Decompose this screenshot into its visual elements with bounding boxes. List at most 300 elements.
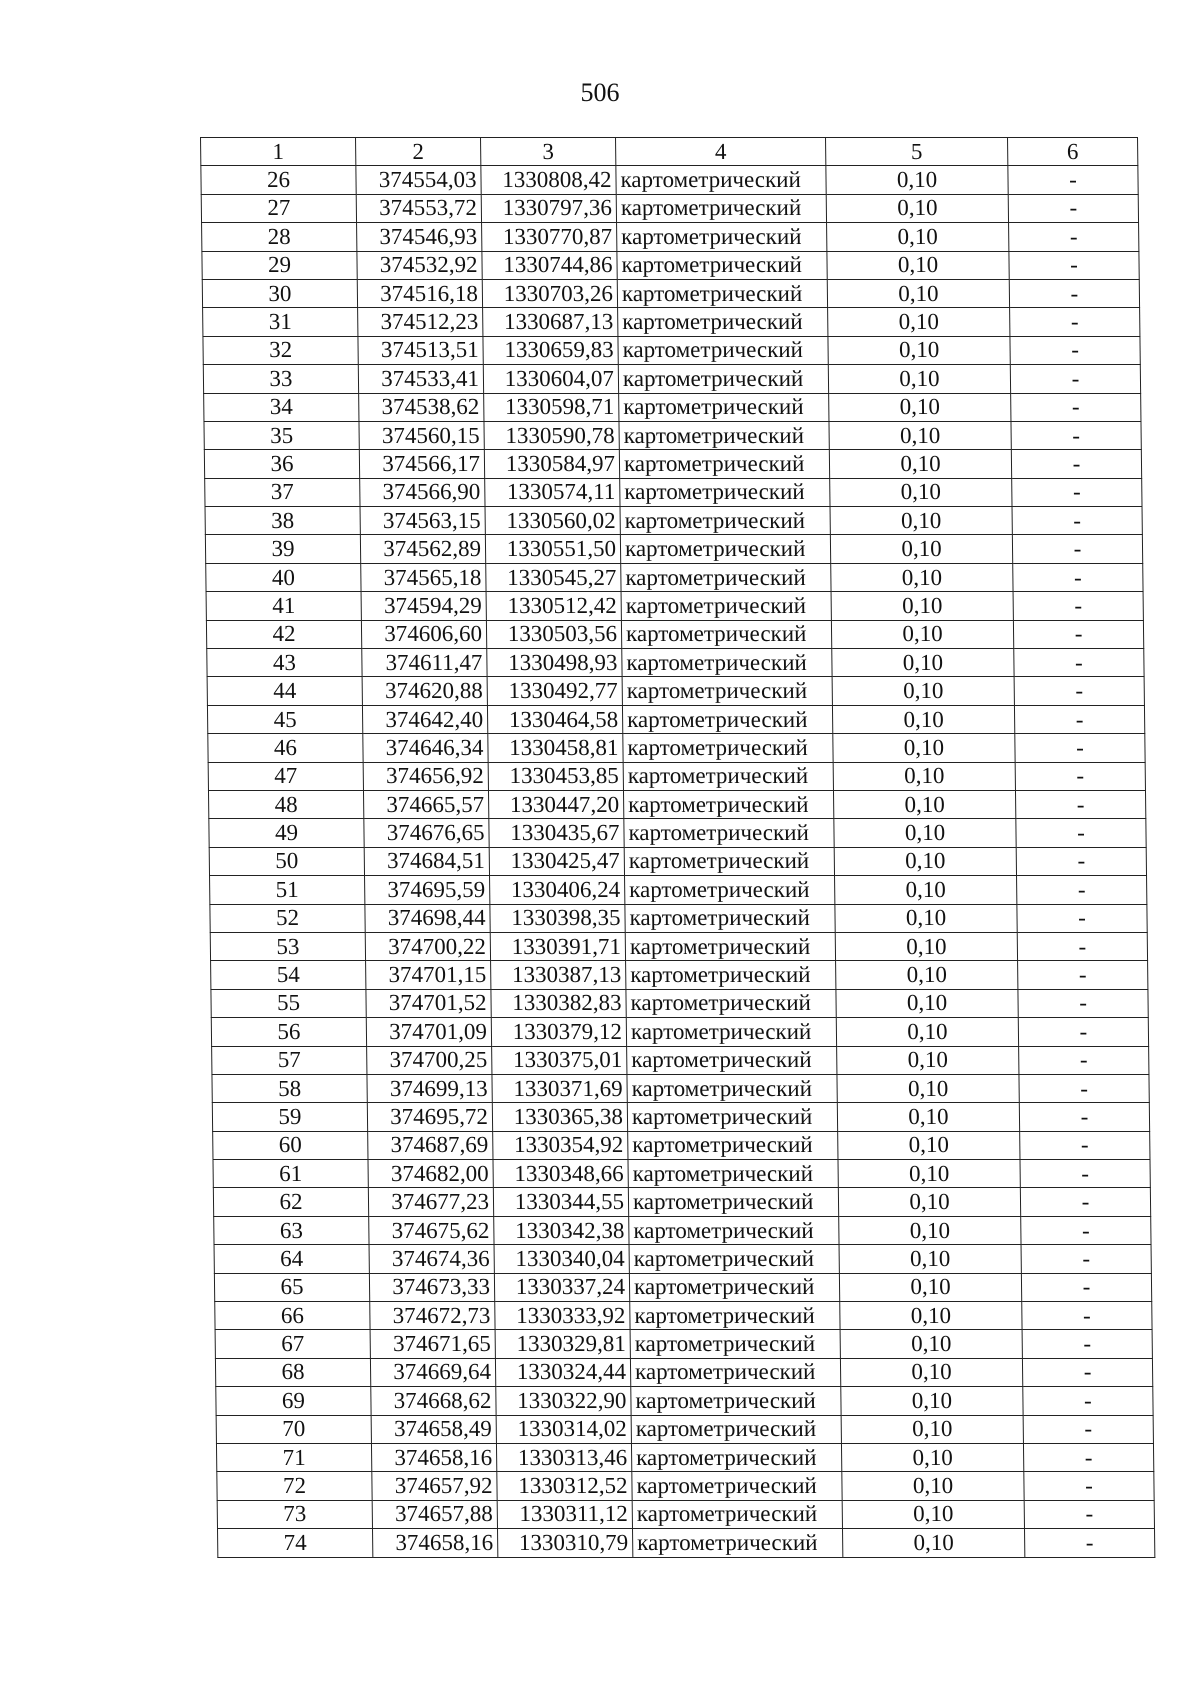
x-coordinate-cell: 374665,57 <box>363 790 488 818</box>
accuracy-cell: 0,10 <box>830 535 1012 563</box>
table-row <box>215 1358 1152 1386</box>
y-coordinate-cell: 1330387,13 <box>491 961 626 989</box>
x-coordinate-cell: 374672,73 <box>370 1302 495 1330</box>
point-number-cell: 59 <box>212 1103 367 1131</box>
x-coordinate-cell: 374669,64 <box>370 1358 495 1386</box>
x-coordinate-cell: 374513,51 <box>358 336 483 364</box>
table-row <box>204 450 1141 478</box>
method-cell: картометрический <box>631 1415 841 1443</box>
accuracy-cell: 0,10 <box>840 1302 1022 1330</box>
accuracy-cell: 0,10 <box>840 1358 1022 1386</box>
description-cell: - <box>1012 507 1142 535</box>
method-cell: картометрический <box>619 421 829 449</box>
x-coordinate-cell: 374657,88 <box>372 1500 497 1528</box>
y-coordinate-cell: 1330458,81 <box>488 734 623 762</box>
description-cell: - <box>1010 336 1140 364</box>
method-cell: картометрический <box>628 1160 838 1188</box>
description-cell: - <box>1009 279 1139 307</box>
accuracy-cell: 0,10 <box>837 1074 1019 1102</box>
y-coordinate-cell: 1330560,02 <box>485 507 620 535</box>
description-cell: - <box>1024 1472 1154 1500</box>
y-coordinate-cell: 1330342,38 <box>494 1216 629 1244</box>
table-row <box>213 1131 1150 1159</box>
method-cell: картометрический <box>625 932 835 960</box>
method-cell: картометрический <box>621 592 831 620</box>
y-coordinate-cell: 1330453,85 <box>488 762 623 790</box>
accuracy-cell: 0,10 <box>840 1330 1022 1358</box>
description-cell: - <box>1010 365 1140 393</box>
y-coordinate-cell: 1330322,90 <box>496 1387 631 1415</box>
x-coordinate-cell: 374611,47 <box>362 649 487 677</box>
x-coordinate-cell: 374673,33 <box>369 1273 494 1301</box>
description-cell: - <box>1024 1500 1154 1528</box>
point-number-cell: 62 <box>213 1188 368 1216</box>
y-coordinate-cell: 1330584,97 <box>484 450 619 478</box>
description-cell: - <box>1021 1273 1151 1301</box>
description-cell: - <box>1025 1529 1155 1557</box>
description-cell: - <box>1016 847 1146 875</box>
column-header-6: 6 <box>1008 138 1138 166</box>
description-cell: - <box>1019 1103 1149 1131</box>
accuracy-cell: 0,10 <box>833 790 1015 818</box>
y-coordinate-cell: 1330310,79 <box>498 1529 633 1557</box>
table-row <box>209 847 1146 875</box>
method-cell: картометрический <box>616 194 826 222</box>
method-cell: картометрический <box>619 450 829 478</box>
method-cell: картометрический <box>631 1387 841 1415</box>
method-cell: картометрический <box>617 223 827 251</box>
y-coordinate-cell: 1330406,24 <box>490 876 625 904</box>
accuracy-cell: 0,10 <box>826 194 1008 222</box>
y-coordinate-cell: 1330354,92 <box>493 1131 628 1159</box>
method-cell: картометрический <box>621 563 831 591</box>
column-header-4: 4 <box>616 138 826 166</box>
method-cell: картометрический <box>622 705 832 733</box>
table-row <box>214 1216 1151 1244</box>
y-coordinate-cell: 1330311,12 <box>497 1500 632 1528</box>
description-cell: - <box>1015 762 1145 790</box>
description-cell: - <box>1020 1131 1150 1159</box>
point-number-cell: 37 <box>205 478 360 506</box>
accuracy-cell: 0,10 <box>827 223 1009 251</box>
point-number-cell: 67 <box>215 1330 370 1358</box>
column-header-5: 5 <box>826 138 1008 166</box>
description-cell: - <box>1009 251 1139 279</box>
table-row <box>218 1529 1155 1557</box>
x-coordinate-cell: 374565,18 <box>361 563 486 591</box>
x-coordinate-cell: 374646,34 <box>363 734 488 762</box>
accuracy-cell: 0,10 <box>837 1103 1019 1131</box>
x-coordinate-cell: 374675,62 <box>369 1216 494 1244</box>
method-cell: картометрический <box>616 166 826 194</box>
x-coordinate-cell: 374553,72 <box>356 194 481 222</box>
method-cell: картометрический <box>625 904 835 932</box>
point-number-cell: 53 <box>210 932 365 960</box>
description-cell: - <box>1021 1216 1151 1244</box>
point-number-cell: 73 <box>217 1500 372 1528</box>
x-coordinate-cell: 374695,72 <box>367 1103 492 1131</box>
table-row <box>211 961 1148 989</box>
point-number-cell: 28 <box>202 223 357 251</box>
table-row <box>216 1443 1153 1471</box>
table-row <box>203 365 1140 393</box>
description-cell: - <box>1013 620 1143 648</box>
y-coordinate-cell: 1330492,77 <box>487 677 622 705</box>
table-row <box>208 734 1145 762</box>
table-row <box>212 1103 1149 1131</box>
x-coordinate-cell: 374594,29 <box>361 592 486 620</box>
description-cell: - <box>1019 1074 1149 1102</box>
accuracy-cell: 0,10 <box>833 734 1015 762</box>
accuracy-cell: 0,10 <box>835 904 1017 932</box>
table-row <box>202 251 1139 279</box>
y-coordinate-cell: 1330744,86 <box>482 251 617 279</box>
description-cell: - <box>1008 194 1138 222</box>
accuracy-cell: 0,10 <box>829 421 1011 449</box>
y-coordinate-cell: 1330604,07 <box>483 365 618 393</box>
accuracy-cell: 0,10 <box>842 1500 1024 1528</box>
x-coordinate-cell: 374676,65 <box>364 819 489 847</box>
point-number-cell: 43 <box>207 649 362 677</box>
table-row <box>207 649 1144 677</box>
method-cell: картометрический <box>623 762 833 790</box>
x-coordinate-cell: 374701,52 <box>366 989 491 1017</box>
point-number-cell: 60 <box>213 1131 368 1159</box>
point-number-cell: 46 <box>208 734 363 762</box>
y-coordinate-cell: 1330770,87 <box>482 223 617 251</box>
point-number-cell: 30 <box>202 279 357 307</box>
y-coordinate-cell: 1330348,66 <box>493 1160 628 1188</box>
accuracy-cell: 0,10 <box>829 393 1011 421</box>
description-cell: - <box>1013 563 1143 591</box>
description-cell: - <box>1020 1188 1150 1216</box>
table-row <box>215 1330 1152 1358</box>
description-cell: - <box>1012 535 1142 563</box>
point-number-cell: 32 <box>203 336 358 364</box>
method-cell: картометрический <box>632 1472 842 1500</box>
accuracy-cell: 0,10 <box>833 762 1015 790</box>
x-coordinate-cell: 374700,22 <box>365 932 490 960</box>
accuracy-cell: 0,10 <box>841 1387 1023 1415</box>
point-number-cell: 64 <box>214 1245 369 1273</box>
accuracy-cell: 0,10 <box>839 1245 1021 1273</box>
x-coordinate-cell: 374677,23 <box>368 1188 493 1216</box>
method-cell: картометрический <box>619 393 829 421</box>
description-cell: - <box>1022 1330 1152 1358</box>
x-coordinate-cell: 374656,92 <box>363 762 488 790</box>
accuracy-cell: 0,10 <box>835 932 1017 960</box>
accuracy-cell: 0,10 <box>826 166 1008 194</box>
description-cell: - <box>1023 1415 1153 1443</box>
y-coordinate-cell: 1330574,11 <box>485 478 620 506</box>
method-cell: картометрический <box>626 989 836 1017</box>
accuracy-cell: 0,10 <box>836 989 1018 1017</box>
point-number-cell: 70 <box>216 1415 371 1443</box>
x-coordinate-cell: 374546,93 <box>357 223 482 251</box>
method-cell: картометрический <box>618 336 828 364</box>
description-cell: - <box>1014 705 1144 733</box>
y-coordinate-cell: 1330333,92 <box>495 1302 630 1330</box>
x-coordinate-cell: 374658,49 <box>371 1415 496 1443</box>
method-cell: картометрический <box>629 1273 839 1301</box>
table-row <box>205 507 1142 535</box>
accuracy-cell: 0,10 <box>830 507 1012 535</box>
x-coordinate-cell: 374554,03 <box>356 166 481 194</box>
point-number-cell: 51 <box>210 876 365 904</box>
accuracy-cell: 0,10 <box>831 620 1013 648</box>
table-row <box>215 1302 1152 1330</box>
point-number-cell: 45 <box>207 705 362 733</box>
point-number-cell: 57 <box>212 1046 367 1074</box>
page-number: 506 <box>580 78 620 107</box>
table-row <box>217 1500 1154 1528</box>
x-coordinate-cell: 374562,89 <box>360 535 485 563</box>
x-coordinate-cell: 374566,17 <box>359 450 484 478</box>
x-coordinate-cell: 374533,41 <box>358 365 483 393</box>
description-cell: - <box>1009 223 1139 251</box>
y-coordinate-cell: 1330590,78 <box>484 421 619 449</box>
accuracy-cell: 0,10 <box>838 1188 1020 1216</box>
x-coordinate-cell: 374657,92 <box>372 1472 497 1500</box>
accuracy-cell: 0,10 <box>839 1216 1021 1244</box>
table-row <box>212 1046 1149 1074</box>
table-row <box>211 1018 1148 1046</box>
table-row <box>204 393 1141 421</box>
method-cell: картометрический <box>620 478 830 506</box>
method-cell: картометрический <box>617 279 827 307</box>
accuracy-cell: 0,10 <box>832 649 1014 677</box>
table-header-row <box>201 138 1138 166</box>
table-row <box>207 677 1144 705</box>
accuracy-cell: 0,10 <box>828 365 1010 393</box>
x-coordinate-cell: 374668,62 <box>371 1387 496 1415</box>
method-cell: картометрический <box>622 649 832 677</box>
description-cell: - <box>1014 677 1144 705</box>
table-row <box>213 1188 1150 1216</box>
description-cell: - <box>1017 876 1147 904</box>
point-number-cell: 66 <box>215 1302 370 1330</box>
accuracy-cell: 0,10 <box>841 1443 1023 1471</box>
method-cell: картометрический <box>628 1131 838 1159</box>
method-cell: картометрический <box>629 1216 839 1244</box>
method-cell: картометрический <box>624 847 834 875</box>
accuracy-cell: 0,10 <box>843 1529 1025 1557</box>
table-row <box>206 592 1143 620</box>
point-number-cell: 71 <box>216 1443 371 1471</box>
description-cell: - <box>1012 478 1142 506</box>
description-cell: - <box>1018 989 1148 1017</box>
x-coordinate-cell: 374701,09 <box>366 1018 491 1046</box>
x-coordinate-cell: 374560,15 <box>359 421 484 449</box>
table-row <box>208 790 1145 818</box>
method-cell: картометрический <box>617 251 827 279</box>
point-number-cell: 49 <box>209 819 364 847</box>
table-row <box>204 421 1141 449</box>
y-coordinate-cell: 1330551,50 <box>485 535 620 563</box>
point-number-cell: 44 <box>207 677 362 705</box>
y-coordinate-cell: 1330808,42 <box>481 166 616 194</box>
accuracy-cell: 0,10 <box>836 1018 1018 1046</box>
x-coordinate-cell: 374620,88 <box>362 677 487 705</box>
table-row <box>212 1074 1149 1102</box>
accuracy-cell: 0,10 <box>827 251 1009 279</box>
description-cell: - <box>1013 592 1143 620</box>
method-cell: картометрический <box>620 535 830 563</box>
x-coordinate-cell: 374512,23 <box>358 308 483 336</box>
description-cell: - <box>1010 308 1140 336</box>
point-number-cell: 29 <box>202 251 357 279</box>
y-coordinate-cell: 1330464,58 <box>487 705 622 733</box>
point-number-cell: 39 <box>205 535 360 563</box>
point-number-cell: 58 <box>212 1074 367 1102</box>
accuracy-cell: 0,10 <box>829 450 1011 478</box>
table-row <box>201 166 1138 194</box>
coordinates-table <box>200 137 1155 1558</box>
accuracy-cell: 0,10 <box>832 705 1014 733</box>
method-cell: картометрический <box>627 1103 837 1131</box>
description-cell: - <box>1021 1245 1151 1273</box>
accuracy-cell: 0,10 <box>831 563 1013 591</box>
accuracy-cell: 0,10 <box>841 1415 1023 1443</box>
accuracy-cell: 0,10 <box>831 592 1013 620</box>
accuracy-cell: 0,10 <box>839 1273 1021 1301</box>
y-coordinate-cell: 1330329,81 <box>495 1330 630 1358</box>
method-cell: картометрический <box>627 1074 837 1102</box>
table-row <box>206 563 1143 591</box>
method-cell: картометрический <box>630 1302 840 1330</box>
x-coordinate-cell: 374516,18 <box>357 279 482 307</box>
point-number-cell: 26 <box>201 166 356 194</box>
table-row <box>203 336 1140 364</box>
y-coordinate-cell: 1330344,55 <box>493 1188 628 1216</box>
accuracy-cell: 0,10 <box>838 1131 1020 1159</box>
x-coordinate-cell: 374658,16 <box>373 1529 498 1557</box>
point-number-cell: 31 <box>203 308 358 336</box>
description-cell: - <box>1014 649 1144 677</box>
y-coordinate-cell: 1330314,02 <box>496 1415 631 1443</box>
description-cell: - <box>1018 961 1148 989</box>
y-coordinate-cell: 1330703,26 <box>482 279 617 307</box>
method-cell: картометрический <box>630 1330 840 1358</box>
y-coordinate-cell: 1330498,93 <box>487 649 622 677</box>
table-row <box>208 762 1145 790</box>
table-row <box>202 223 1139 251</box>
method-cell: картометрический <box>630 1358 840 1386</box>
accuracy-cell: 0,10 <box>835 876 1017 904</box>
y-coordinate-cell: 1330687,13 <box>483 308 618 336</box>
y-coordinate-cell: 1330425,47 <box>489 847 624 875</box>
table-row <box>203 308 1140 336</box>
point-number-cell: 55 <box>211 989 366 1017</box>
method-cell: картометрический <box>626 961 836 989</box>
x-coordinate-cell: 374687,69 <box>368 1131 493 1159</box>
y-coordinate-cell: 1330545,27 <box>486 563 621 591</box>
description-cell: - <box>1008 166 1138 194</box>
description-cell: - <box>1023 1387 1153 1415</box>
point-number-cell: 63 <box>214 1216 369 1244</box>
accuracy-cell: 0,10 <box>838 1160 1020 1188</box>
x-coordinate-cell: 374532,92 <box>357 251 482 279</box>
description-cell: - <box>1015 790 1145 818</box>
method-cell: картометрический <box>631 1443 841 1471</box>
column-header-1: 1 <box>201 138 356 166</box>
table-row <box>216 1387 1153 1415</box>
description-cell: - <box>1016 819 1146 847</box>
x-coordinate-cell: 374684,51 <box>364 847 489 875</box>
table-body <box>201 166 1155 1557</box>
description-cell: - <box>1023 1443 1153 1471</box>
description-cell: - <box>1011 393 1141 421</box>
point-number-cell: 36 <box>204 450 359 478</box>
y-coordinate-cell: 1330371,69 <box>492 1074 627 1102</box>
x-coordinate-cell: 374698,44 <box>365 904 490 932</box>
y-coordinate-cell: 1330797,36 <box>481 194 616 222</box>
y-coordinate-cell: 1330435,67 <box>489 819 624 847</box>
description-cell: - <box>1019 1046 1149 1074</box>
accuracy-cell: 0,10 <box>830 478 1012 506</box>
point-number-cell: 34 <box>204 393 359 421</box>
method-cell: картометрический <box>625 876 835 904</box>
table-row <box>210 876 1147 904</box>
y-coordinate-cell: 1330324,44 <box>495 1358 630 1386</box>
description-cell: - <box>1018 1018 1148 1046</box>
y-coordinate-cell: 1330312,52 <box>497 1472 632 1500</box>
method-cell: картометрический <box>618 308 828 336</box>
accuracy-cell: 0,10 <box>834 819 1016 847</box>
accuracy-cell: 0,10 <box>828 308 1010 336</box>
point-number-cell: 74 <box>218 1529 373 1557</box>
accuracy-cell: 0,10 <box>832 677 1014 705</box>
point-number-cell: 50 <box>209 847 364 875</box>
y-coordinate-cell: 1330512,42 <box>486 592 621 620</box>
table-row <box>205 535 1142 563</box>
accuracy-cell: 0,10 <box>842 1472 1024 1500</box>
x-coordinate-cell: 374658,16 <box>371 1443 496 1471</box>
point-number-cell: 40 <box>206 563 361 591</box>
x-coordinate-cell: 374701,15 <box>366 961 491 989</box>
x-coordinate-cell: 374674,36 <box>369 1245 494 1273</box>
x-coordinate-cell: 374699,13 <box>367 1074 492 1102</box>
method-cell: картометрический <box>628 1188 838 1216</box>
method-cell: картометрический <box>621 620 831 648</box>
y-coordinate-cell: 1330398,35 <box>490 904 625 932</box>
accuracy-cell: 0,10 <box>834 847 1016 875</box>
method-cell: картометрический <box>624 819 834 847</box>
y-coordinate-cell: 1330447,20 <box>488 790 623 818</box>
table-row <box>216 1415 1153 1443</box>
x-coordinate-cell: 374566,90 <box>360 478 485 506</box>
table-row <box>214 1273 1151 1301</box>
method-cell: картометрический <box>623 734 833 762</box>
y-coordinate-cell: 1330598,71 <box>484 393 619 421</box>
point-number-cell: 69 <box>216 1387 371 1415</box>
y-coordinate-cell: 1330375,01 <box>492 1046 627 1074</box>
description-cell: - <box>1022 1302 1152 1330</box>
y-coordinate-cell: 1330365,38 <box>492 1103 627 1131</box>
accuracy-cell: 0,10 <box>836 961 1018 989</box>
point-number-cell: 47 <box>208 762 363 790</box>
point-number-cell: 61 <box>213 1160 368 1188</box>
point-number-cell: 33 <box>203 365 358 393</box>
x-coordinate-cell: 374671,65 <box>370 1330 495 1358</box>
description-cell: - <box>1011 421 1141 449</box>
point-number-cell: 68 <box>215 1358 370 1386</box>
table-row <box>206 620 1143 648</box>
description-cell: - <box>1017 932 1147 960</box>
point-number-cell: 48 <box>208 790 363 818</box>
method-cell: картометрический <box>618 365 828 393</box>
point-number-cell: 35 <box>204 421 359 449</box>
